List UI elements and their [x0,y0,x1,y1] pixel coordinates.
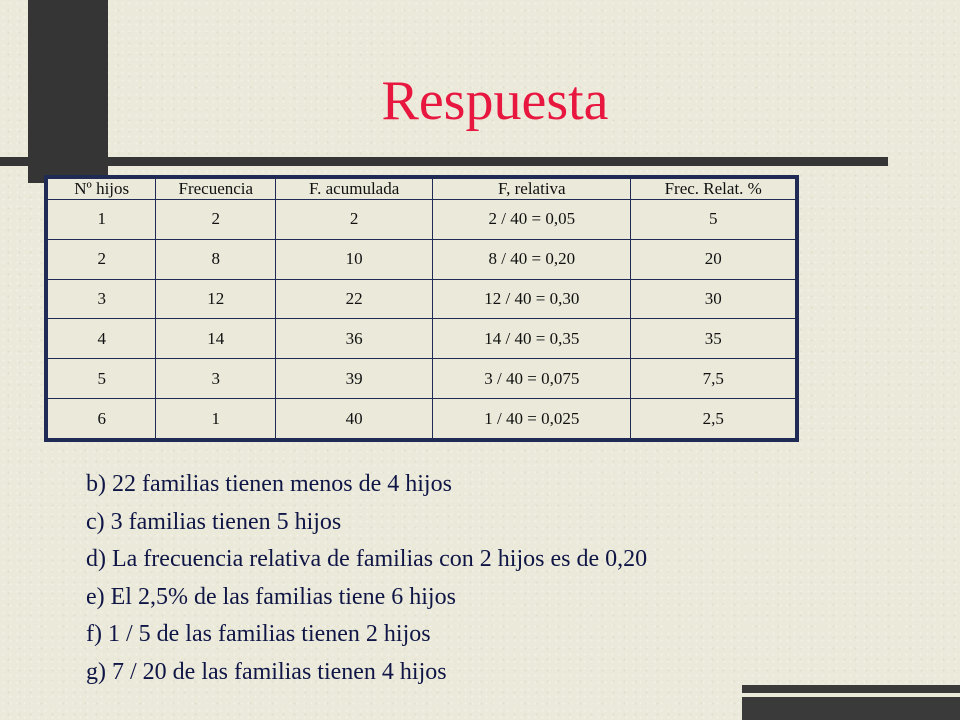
table-cell: 1 / 40 = 0,025 [433,399,631,439]
header-f-relativa: F, relativa [433,179,631,200]
table-cell: 6 [48,399,156,439]
table-row [48,399,796,439]
frequency-table [44,175,799,442]
table-cell: 14 [156,319,276,359]
table-cell: 2 [276,200,433,240]
table-cell: 40 [276,399,433,439]
table-cell: 1 [156,399,276,439]
decorative-horizontal-bar [0,157,888,166]
table-cell: 2 [156,200,276,240]
header-f-acumulada: F. acumulada [276,179,433,200]
table-cell: 22 [276,279,433,319]
table-cell: 12 / 40 = 0,30 [433,279,631,319]
table-header-row [48,179,796,200]
table-cell: 10 [276,239,433,279]
table-cell: 2 / 40 = 0,05 [433,200,631,240]
table-cell: 30 [631,279,796,319]
answer-g: g) 7 / 20 de las familias tienen 4 hijos [86,658,447,685]
table-cell: 2 [48,239,156,279]
answer-f: f) 1 / 5 de las familias tienen 2 hijos [86,621,431,647]
table-cell: 5 [631,200,796,240]
table-cell: 2,5 [631,399,796,439]
table-row [48,319,796,359]
header-frecuencia: Frecuencia [156,179,276,200]
answer-d: d) La frecuencia relativa de familias con 2 hijos es de 0,20 [86,546,648,572]
table-cell: 3 [48,279,156,319]
table-cell: 12 [156,279,276,319]
table-cell: 4 [48,319,156,359]
slide-title: Respuesta [381,70,609,132]
answer-c: c) 3 familias tienen 5 hijos [86,508,342,535]
table-cell: 8 / 40 = 0,20 [433,239,631,279]
table-cell: 14 / 40 = 0,35 [433,319,631,359]
table-cell: 3 [156,359,276,399]
table-cell: 1 [48,200,156,240]
table-row [48,359,796,399]
header-n-hijos: Nº hijos [48,179,156,200]
table-cell: 39 [276,359,433,399]
table-cell: 5 [48,359,156,399]
table-cell: 3 / 40 = 0,075 [433,359,631,399]
table-row [48,279,796,319]
header-frec-relat-pct: Frec. Relat. % [631,179,796,200]
answers-list [86,466,906,691]
table-cell: 7,5 [631,359,796,399]
answer-e: e) El 2,5% de las familias tiene 6 hijos [86,583,456,610]
table-row [48,200,796,240]
table-cell: 35 [631,319,796,359]
table-cell: 8 [156,239,276,279]
table-cell: 36 [276,319,433,359]
answer-b: b) 22 familias tienen menos de 4 hijos [86,471,452,497]
table-row [48,239,796,279]
table-cell: 20 [631,239,796,279]
